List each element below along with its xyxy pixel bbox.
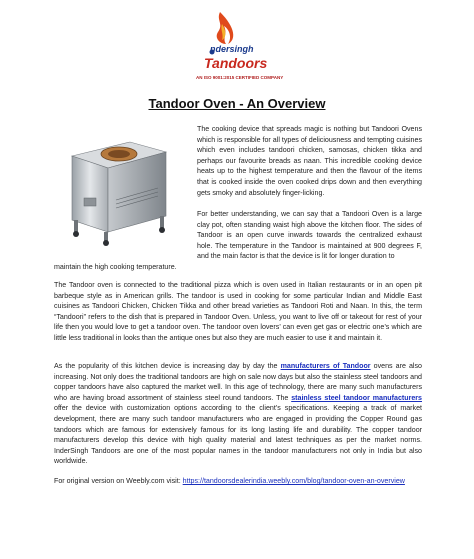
paragraph-manufacturers — [54, 361, 422, 467]
source-label: For original version on Weebly.com visit: — [54, 477, 183, 485]
paragraph-intro: The cooking device that spreads magic is nothing but Tandoori Ovens which is responsible for all types of deliciousness and tempting cuisines which even includes tandoori chicken, samosas, chicken tikka and perhaps our favourite breads as naan. This incredible cooking device heats up to the highest temperature and then the flavour of the items that is cooked inside the oven cooked drips down and then everything gets smoky and absolutely finger-licking. — [197, 125, 422, 197]
paragraph-manufacturers-text-a: As the popularity of this kitchen device is increasing day by day the — [54, 362, 281, 370]
paragraph-manufacturers-text-b: ovens are also increasing. Not only does the traditional tandoors are high on sale now days but also the stainless steel tandoors and copper tandoors have also captured the market well. In this age of technology, there are many such manufacturers who are having broad assortment of stainless steel round tandoors. The — [54, 362, 423, 402]
tandoor-oven-image — [54, 128, 184, 248]
manufacturers-of-tandoor-link[interactable]: manufacturers of Tandoor — [280, 362, 371, 370]
original-version-link[interactable]: https://tandoorsdealerindia.weebly.com/blog/tandoor-oven-an-overview — [182, 477, 405, 485]
logo-text-brand: ndersingh — [210, 44, 254, 54]
paragraph-tandoor-usage: The Tandoor oven is connected to the traditional pizza which is oven used in Italian restaurants or in an open pit barbeque style as in American grills. The tandoor is used in cooking for some particular Indian and Middle East cuisines as Tandoori Chicken, Chicken Tikka and other bread varieties as Tandoori Roti and Naan. In this, the term “Tandoori” refers to the dish that is prepared in Tandoor Oven. Unless, you want to live off or takeout for rest of your life then you would love to get a tandoor oven. The tandoor oven lovers’ can even get gas or electric one’s which are little less traditional in looks than the antique ones but also they are much easier to use it and maintain it. — [54, 281, 422, 342]
paragraph-manufacturers-text-c: offer the device with customization options according to the client’s specifications. Keeping a track of market development, there are many such tandoor manufacturers who are engaged in providing the Copper Round gas tandoors which are famous for extensively famous for its long lasting life and durability. The copper tandoor manufacturers develop this device with high quality material and latest techniques as per the market norms. InderSingh Tandoors are one of the most popular names in the tandoor manufacturers not only in India but also worldwide. — [54, 404, 422, 466]
stainless-steel-tandoor-manufacturers-link[interactable]: stainless steel tandoor manufacturers — [291, 393, 422, 402]
paragraph-clay-pot: For better understanding, we can say that a Tandoori Oven is a large clay pot, often standing waist high above the kitchen floor. The sides of Tandoor is an open curve inwards towards the centralized exhaust hole. The temperature in the Tandoor is maintained at 900 degrees F, and the main factor is that the device is lit for longer duration to — [197, 210, 422, 261]
paragraph-source — [54, 476, 422, 487]
company-logo — [196, 8, 284, 84]
page-title: Tandoor Oven - An Overview — [148, 96, 326, 111]
logo-text-tandoors: Tandoors — [204, 55, 268, 71]
logo-certification: AN ISO 9001:2015 CERTIFIED COMPANY — [196, 75, 284, 80]
paragraph-clay-pot-continued: maintain the high cooking temperature. — [54, 263, 177, 271]
